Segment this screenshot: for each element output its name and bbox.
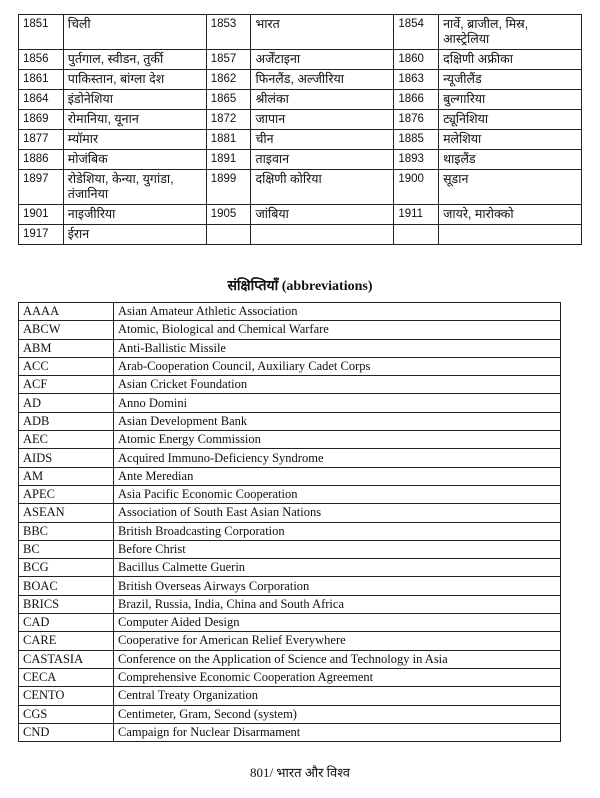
expansion-cell: Ante Meredian [114,467,561,485]
countries-cell: चिली [63,15,206,50]
abbreviation-cell: CECA [19,668,114,686]
table-row [19,687,561,705]
table-row [19,595,561,613]
countries-cell: नार्वे, ब्राजील, मिस्र, आस्ट्रेलिया [439,15,582,50]
expansion-cell: Before Christ [114,540,561,558]
table-row [19,376,561,394]
year-cell: 1854 [394,15,439,50]
abbreviation-cell: BBC [19,522,114,540]
countries-cell: फिनलैंड, अल्जीरिया [251,70,394,90]
table-row [19,130,582,150]
abbreviation-cell: CENTO [19,687,114,705]
table-row [19,412,561,430]
countries-cell: रोमानिया, यूनान [63,110,206,130]
expansion-cell: Cooperative for American Relief Everywhere [114,632,561,650]
expansion-cell: Bacillus Calmette Guerin [114,559,561,577]
expansion-cell: Association of South East Asian Nations [114,504,561,522]
countries-cell: जांबिया [251,205,394,225]
year-cell: 1893 [394,150,439,170]
countries-cell: थाइलैंड [439,150,582,170]
year-cell: 1865 [206,90,251,110]
countries-cell: दक्षिणी अफ्रीका [439,50,582,70]
countries-cell: नाइजीरिया [63,205,206,225]
expansion-cell: Brazil, Russia, India, China and South Africa [114,595,561,613]
year-cell: 1857 [206,50,251,70]
table-row [19,205,582,225]
countries-cell: ताइवान [251,150,394,170]
year-cell: 1863 [394,70,439,90]
abbreviation-cell: BRICS [19,595,114,613]
expansion-cell: Atomic, Biological and Chemical Warfare [114,321,561,339]
table-row [19,15,582,50]
table-row [19,577,561,595]
abbreviation-cell: ABM [19,339,114,357]
table-row [19,559,561,577]
expansion-cell: Atomic Energy Commission [114,431,561,449]
year-cell: 1899 [206,170,251,205]
abbreviation-cell: CND [19,723,114,741]
countries-cell: श्रीलंका [251,90,394,110]
abbreviation-cell: ASEAN [19,504,114,522]
abbreviation-cell: AAAA [19,303,114,321]
expansion-cell: Acquired Immuno-Deficiency Syndrome [114,449,561,467]
year-cell: 1864 [19,90,64,110]
table-row [19,705,561,723]
expansion-cell: Anno Domini [114,394,561,412]
year-cell: 1881 [206,130,251,150]
abbreviation-cell: AM [19,467,114,485]
expansion-cell: British Overseas Airways Corporation [114,577,561,595]
year-cell: 1911 [394,205,439,225]
countries-cell: ट्यूनिशिया [439,110,582,130]
abbreviations-table [18,302,561,742]
table-row [19,614,561,632]
year-cell: 1876 [394,110,439,130]
year-cell: 1869 [19,110,64,130]
countries-cell: दक्षिणी कोरिया [251,170,394,205]
countries-cell: भारत [251,15,394,50]
abbreviations-table-body [19,303,561,742]
countries-cell [251,225,394,245]
countries-cell [439,225,582,245]
table-row [19,431,561,449]
expansion-cell: Campaign for Nuclear Disarmament [114,723,561,741]
table-row [19,522,561,540]
countries-cell: ईरान [63,225,206,245]
year-cell: 1891 [206,150,251,170]
year-cell: 1861 [19,70,64,90]
table-row [19,225,582,245]
table-row [19,303,561,321]
table-row [19,467,561,485]
countries-cell: मलेशिया [439,130,582,150]
table-row [19,650,561,668]
table-row [19,321,561,339]
year-cell: 1860 [394,50,439,70]
expansion-cell: Asian Amateur Athletic Association [114,303,561,321]
table-row [19,90,582,110]
year-cell: 1877 [19,130,64,150]
expansion-cell: Computer Aided Design [114,614,561,632]
expansion-cell: Comprehensive Economic Cooperation Agreement [114,668,561,686]
countries-cell: बुल्गारिया [439,90,582,110]
year-cell: 1851 [19,15,64,50]
years-table [18,14,582,245]
table-row [19,339,561,357]
page-footer: 801/ भारत और विश्व [249,765,351,780]
year-cell: 1897 [19,170,64,205]
year-cell: 1917 [19,225,64,245]
year-cell: 1866 [394,90,439,110]
table-row [19,394,561,412]
abbreviation-cell: ACC [19,357,114,375]
table-row [19,357,561,375]
abbreviation-cell: AIDS [19,449,114,467]
expansion-cell: Central Treaty Organization [114,687,561,705]
abbreviation-cell: ABCW [19,321,114,339]
countries-cell: रोडेशिया, केन्या, युगांडा, तंजानिया [63,170,206,205]
expansion-cell: Asian Cricket Foundation [114,376,561,394]
table-row [19,50,582,70]
abbreviation-cell: ADB [19,412,114,430]
year-cell: 1856 [19,50,64,70]
table-row [19,70,582,90]
expansion-cell: Centimeter, Gram, Second (system) [114,705,561,723]
countries-cell: पाकिस्तान, बांग्ला देश [63,70,206,90]
abbreviation-cell: ACF [19,376,114,394]
table-row [19,485,561,503]
year-cell: 1900 [394,170,439,205]
table-row [19,504,561,522]
year-cell: 1872 [206,110,251,130]
year-cell: 1885 [394,130,439,150]
abbreviation-cell: BOAC [19,577,114,595]
year-cell [394,225,439,245]
abbreviation-cell: BC [19,540,114,558]
expansion-cell: Conference on the Application of Science and Technology in Asia [114,650,561,668]
year-cell: 1886 [19,150,64,170]
abbreviation-cell: CGS [19,705,114,723]
countries-cell: चीन [251,130,394,150]
countries-cell: सूडान [439,170,582,205]
table-row [19,540,561,558]
table-row [19,170,582,205]
years-table-body [19,15,582,245]
year-cell: 1862 [206,70,251,90]
countries-cell: जायरे, मारोक्को [439,205,582,225]
countries-cell: अर्जेंटाइना [251,50,394,70]
table-row [19,110,582,130]
expansion-cell: British Broadcasting Corporation [114,522,561,540]
countries-cell: मोजंबिक [63,150,206,170]
year-cell: 1853 [206,15,251,50]
countries-cell: न्यूजीलैंड [439,70,582,90]
year-cell: 1905 [206,205,251,225]
abbreviation-cell: CAD [19,614,114,632]
abbreviation-cell: AD [19,394,114,412]
expansion-cell: Arab-Cooperation Council, Auxiliary Cadet Corps [114,357,561,375]
table-row [19,449,561,467]
abbreviation-cell: APEC [19,485,114,503]
table-row [19,723,561,741]
year-cell: 1901 [19,205,64,225]
expansion-cell: Asian Development Bank [114,412,561,430]
expansion-cell: Anti-Ballistic Missile [114,339,561,357]
countries-cell: जापान [251,110,394,130]
countries-cell: इंडोनेशिया [63,90,206,110]
countries-cell: पुर्तगाल, स्वीडन, तुर्की [63,50,206,70]
abbreviations-heading: संक्षिप्तियाँ (abbreviations) [227,279,373,294]
year-cell [206,225,251,245]
expansion-cell: Asia Pacific Economic Cooperation [114,485,561,503]
countries-cell: म्यॉमार [63,130,206,150]
abbreviation-cell: AEC [19,431,114,449]
table-row [19,150,582,170]
table-row [19,668,561,686]
abbreviation-cell: CASTASIA [19,650,114,668]
table-row [19,632,561,650]
abbreviation-cell: CARE [19,632,114,650]
abbreviation-cell: BCG [19,559,114,577]
